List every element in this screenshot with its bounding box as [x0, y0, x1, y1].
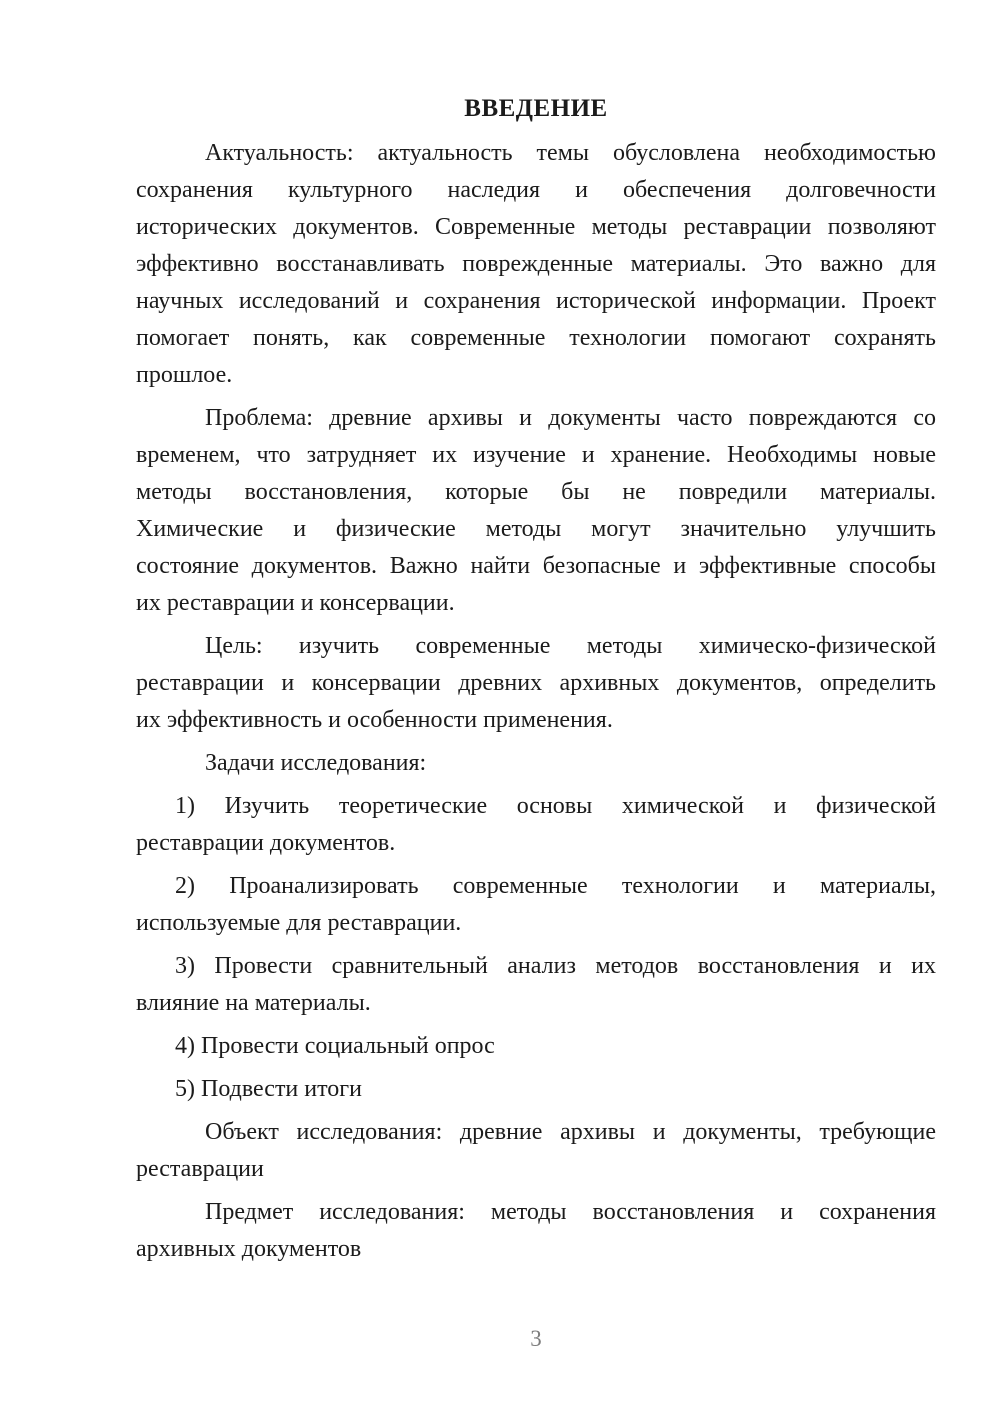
- list-item-task-1: [136, 788, 936, 862]
- text-line: сохранения культурного наследия и обеспечения долговечности: [136, 177, 936, 203]
- text-line: Проблема: древние архивы и документы часто повреждаются со: [205, 405, 936, 431]
- paragraph-tsel: [136, 628, 936, 739]
- text-line: исторических документов. Современные методы реставрации позволяют: [136, 214, 936, 240]
- text-line: реставрации документов.: [136, 830, 396, 856]
- text-line: научных исследований и сохранения исторической информации. Проект: [136, 288, 936, 314]
- text-line: эффективно восстанавливать поврежденные материалы. Это важно для: [136, 251, 936, 277]
- page-number: 3: [530, 1326, 542, 1351]
- list-item-task-2: [136, 868, 936, 942]
- paragraph-zadachi-header: [136, 745, 936, 782]
- text-line: Предмет исследования: методы восстановления и сохранения: [205, 1199, 936, 1225]
- text-line: состояние документов. Важно найти безопасные и эффективные способы: [136, 553, 936, 579]
- paragraph-problema: [136, 400, 936, 622]
- text-line: 4) Провести социальный опрос: [175, 1033, 495, 1059]
- text-line: временем, что затрудняет их изучение и хранение. Необходимы новые: [136, 442, 936, 468]
- list-item-task-3: [136, 948, 936, 1022]
- list-item-task-4: [136, 1028, 936, 1065]
- paragraph-obyekt: [136, 1114, 936, 1188]
- text-line: реставрации и консервации древних архивных документов, определить: [136, 670, 936, 696]
- text-line: 3) Провести сравнительный анализ методов восстановления и их: [175, 953, 936, 979]
- text-line: прошлое.: [136, 362, 233, 388]
- text-line: их эффективность и особенности применения.: [136, 707, 613, 733]
- text-line: реставрации: [136, 1156, 264, 1182]
- text-line: используемые для реставрации.: [136, 910, 462, 936]
- text-line: Актуальность: актуальность темы обусловлена необходимостью: [205, 140, 936, 166]
- page-title: ВВЕДЕНИЕ: [464, 95, 608, 122]
- paragraph-predmet: [136, 1194, 936, 1268]
- text-line: методы восстановления, которые бы не повредили материалы.: [136, 479, 936, 505]
- text-line: 2) Проанализировать современные технологии и материалы,: [175, 873, 936, 899]
- text-line: Химические и физические методы могут значительно улучшить: [136, 516, 936, 542]
- text-line: 1) Изучить теоретические основы химической и физической: [175, 793, 936, 819]
- text-line: помогает понять, как современные технологии помогают сохранять: [136, 325, 936, 351]
- text-line: архивных документов: [136, 1236, 362, 1262]
- text-line: 5) Подвести итоги: [175, 1076, 362, 1102]
- document-body: [136, 90, 936, 1274]
- list-item-task-5: [136, 1071, 936, 1108]
- text-line: влияние на материалы.: [136, 990, 371, 1016]
- paragraph-aktualnost: [136, 135, 936, 394]
- text-line: Объект исследования: древние архивы и документы, требующие: [205, 1119, 936, 1145]
- text-line: Задачи исследования:: [205, 750, 427, 776]
- text-line: их реставрации и консервации.: [136, 590, 455, 616]
- text-line: Цель: изучить современные методы химическо-физической: [205, 633, 936, 659]
